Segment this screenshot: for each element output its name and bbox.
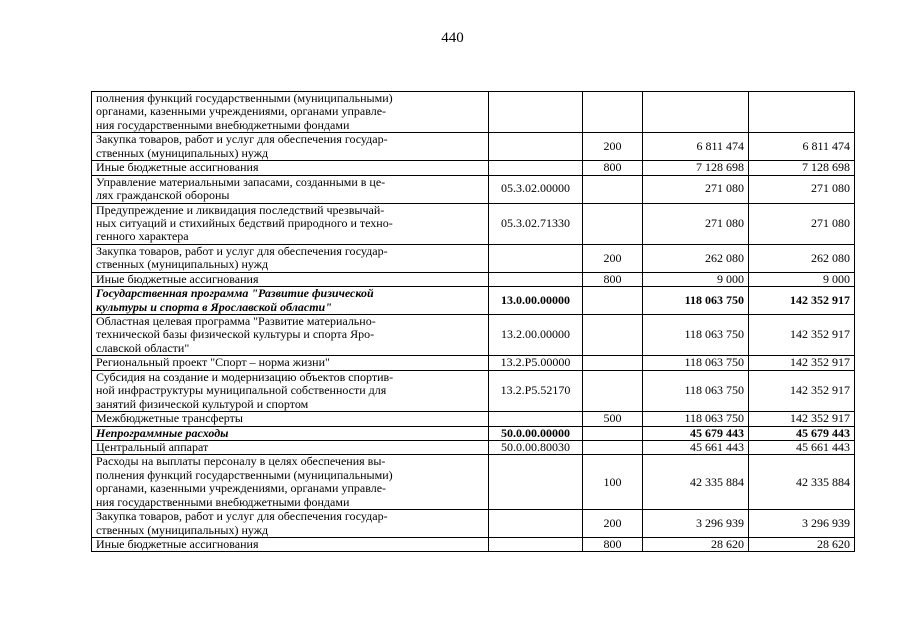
- row-amount-2: 142 352 917: [749, 287, 855, 315]
- row-name: [92, 161, 489, 175]
- row-name-line: Закупка товаров, работ и услуг для обеспечения государ-: [96, 243, 388, 258]
- row-expense-type: [583, 92, 643, 133]
- row-amount-2: [749, 92, 855, 133]
- row-amount-2: 28 620: [749, 538, 855, 552]
- table-row: [92, 426, 855, 440]
- row-name-line: культуры и спорта в Ярославской области": [96, 299, 332, 314]
- row-code: [489, 133, 583, 161]
- budget-table: [91, 91, 855, 552]
- budget-table-body: [92, 92, 855, 552]
- row-expense-type: [583, 356, 643, 370]
- row-name-line: ных ситуаций и стихийных бедствий природного и техно-: [96, 215, 393, 230]
- row-amount-2: 45 679 443: [749, 426, 855, 440]
- row-amount-2: 262 080: [749, 244, 855, 272]
- table-row: [92, 161, 855, 175]
- row-amount-1: 271 080: [643, 175, 749, 203]
- row-name-line: органами, казенными учреждениями, органами управле-: [96, 481, 387, 496]
- row-name-line: Региональный проект "Спорт – норма жизни": [96, 355, 330, 370]
- row-expense-type: [583, 287, 643, 315]
- row-amount-1: 271 080: [643, 203, 749, 244]
- row-code: 13.2.P5.00000: [489, 356, 583, 370]
- page-number: 440: [441, 30, 464, 46]
- row-amount-1: 3 296 939: [643, 510, 749, 538]
- row-name-line: ной инфраструктуры муниципальной собственности для: [96, 383, 387, 398]
- row-name-line: ственных (муниципальных) нужд: [96, 145, 269, 160]
- row-amount-1: 45 661 443: [643, 440, 749, 454]
- row-name: [92, 272, 489, 286]
- table-row: [92, 315, 855, 356]
- table-row: [92, 175, 855, 203]
- row-amount-1: 118 063 750: [643, 370, 749, 411]
- row-name-line: ния государственными внебюджетными фондами: [96, 117, 350, 132]
- row-name-line: генного характера: [96, 229, 189, 244]
- table-row: [92, 455, 855, 510]
- table-row: [92, 510, 855, 538]
- row-name-line: Управление материальными запасами, созданными в це-: [96, 174, 386, 189]
- row-name: [92, 92, 489, 133]
- row-amount-2: 42 335 884: [749, 455, 855, 510]
- table-row: [92, 92, 855, 133]
- row-code: 50.0.00.80030: [489, 440, 583, 454]
- row-amount-1: 9 000: [643, 272, 749, 286]
- row-amount-2: 7 128 698: [749, 161, 855, 175]
- row-name-line: Расходы на выплаты персоналу в целях обеспечения вы-: [96, 454, 386, 469]
- row-expense-type: 500: [583, 412, 643, 426]
- row-code: [489, 412, 583, 426]
- row-name: [92, 244, 489, 272]
- table-row: [92, 356, 855, 370]
- row-name: [92, 315, 489, 356]
- row-name-line: Государственная программа "Развитие физической: [96, 286, 374, 301]
- row-amount-1: 118 063 750: [643, 412, 749, 426]
- row-name: [92, 440, 489, 454]
- row-code: [489, 161, 583, 175]
- row-name: [92, 356, 489, 370]
- row-amount-1: 118 063 750: [643, 356, 749, 370]
- table-row: [92, 287, 855, 315]
- row-amount-1: 28 620: [643, 538, 749, 552]
- row-name: [92, 203, 489, 244]
- row-expense-type: 800: [583, 161, 643, 175]
- row-amount-1: 262 080: [643, 244, 749, 272]
- row-code: [489, 455, 583, 510]
- row-amount-2: 45 661 443: [749, 440, 855, 454]
- table-row: [92, 244, 855, 272]
- row-code: [489, 92, 583, 133]
- row-name-line: славской области": [96, 340, 190, 355]
- row-amount-2: 3 296 939: [749, 510, 855, 538]
- row-code: 05.3.02.00000: [489, 175, 583, 203]
- table-row: [92, 412, 855, 426]
- row-name: [92, 455, 489, 510]
- row-name-line: ственных (муниципальных) нужд: [96, 257, 269, 272]
- table-row: [92, 203, 855, 244]
- table-row: [92, 440, 855, 454]
- row-name-line: полнения функций государственными (муниципальными): [96, 467, 393, 482]
- row-name: [92, 510, 489, 538]
- row-code: 13.2.00.00000: [489, 315, 583, 356]
- table-row: [92, 272, 855, 286]
- row-code: [489, 510, 583, 538]
- row-code: [489, 244, 583, 272]
- row-code: [489, 272, 583, 286]
- row-expense-type: [583, 203, 643, 244]
- row-name: [92, 412, 489, 426]
- row-amount-2: 142 352 917: [749, 315, 855, 356]
- table-row: [92, 133, 855, 161]
- row-name-line: Закупка товаров, работ и услуг для обеспечения государ-: [96, 509, 388, 524]
- row-name-line: занятий физической культурой и спортом: [96, 396, 309, 411]
- row-name: [92, 287, 489, 315]
- row-name: [92, 426, 489, 440]
- row-name: [92, 175, 489, 203]
- row-code: [489, 538, 583, 552]
- row-amount-2: 142 352 917: [749, 356, 855, 370]
- row-name-line: Областная целевая программа "Развитие материально-: [96, 314, 376, 328]
- row-expense-type: 800: [583, 538, 643, 552]
- row-expense-type: [583, 315, 643, 356]
- row-amount-2: 6 811 474: [749, 133, 855, 161]
- row-amount-1: 118 063 750: [643, 287, 749, 315]
- row-expense-type: [583, 440, 643, 454]
- row-amount-2: 9 000: [749, 272, 855, 286]
- row-amount-1: 118 063 750: [643, 315, 749, 356]
- row-name-line: Закупка товаров, работ и услуг для обеспечения государ-: [96, 132, 388, 147]
- row-expense-type: 800: [583, 272, 643, 286]
- row-amount-1: 6 811 474: [643, 133, 749, 161]
- table-row: [92, 538, 855, 552]
- row-expense-type: [583, 175, 643, 203]
- row-name: [92, 538, 489, 552]
- row-expense-type: 200: [583, 244, 643, 272]
- row-name-line: лях гражданской обороны: [96, 188, 230, 203]
- row-amount-2: 271 080: [749, 175, 855, 203]
- row-amount-1: 7 128 698: [643, 161, 749, 175]
- row-code: 05.3.02.71330: [489, 203, 583, 244]
- row-name-line: ния государственными внебюджетными фондами: [96, 494, 350, 509]
- row-name: [92, 370, 489, 411]
- row-amount-2: 271 080: [749, 203, 855, 244]
- row-expense-type: 200: [583, 510, 643, 538]
- row-name-line: Субсидия на создание и модернизацию объектов спортив-: [96, 369, 394, 384]
- row-expense-type: 200: [583, 133, 643, 161]
- row-expense-type: 100: [583, 455, 643, 510]
- row-name-line: органами, казенными учреждениями, органами управле-: [96, 104, 387, 119]
- row-name-line: Иные бюджетные ассигнования: [96, 160, 259, 175]
- row-code: 13.0.00.00000: [489, 287, 583, 315]
- row-amount-1: [643, 92, 749, 133]
- row-expense-type: [583, 370, 643, 411]
- row-name-line: технической базы физической культуры и спорта Яро-: [96, 327, 375, 342]
- row-expense-type: [583, 426, 643, 440]
- row-code: 50.0.00.00000: [489, 426, 583, 440]
- row-name-line: Межбюджетные трансферты: [96, 411, 243, 426]
- row-name-line: Предупреждение и ликвидация последствий чрезвычай-: [96, 202, 385, 217]
- row-amount-2: 142 352 917: [749, 370, 855, 411]
- row-name-line: Непрограммные расходы: [96, 425, 229, 440]
- row-name-line: ственных (муниципальных) нужд: [96, 522, 269, 537]
- row-name-line: полнения функций государственными (муниципальными): [96, 91, 393, 105]
- row-name-line: Центральный аппарат: [96, 439, 209, 454]
- row-amount-2: 142 352 917: [749, 412, 855, 426]
- row-name-line: Иные бюджетные ассигнования: [96, 271, 259, 286]
- row-name-line: Иные бюджетные ассигнования: [96, 537, 259, 551]
- table-row: [92, 370, 855, 411]
- row-code: 13.2.P5.52170: [489, 370, 583, 411]
- row-name: [92, 133, 489, 161]
- row-amount-1: 45 679 443: [643, 426, 749, 440]
- row-amount-1: 42 335 884: [643, 455, 749, 510]
